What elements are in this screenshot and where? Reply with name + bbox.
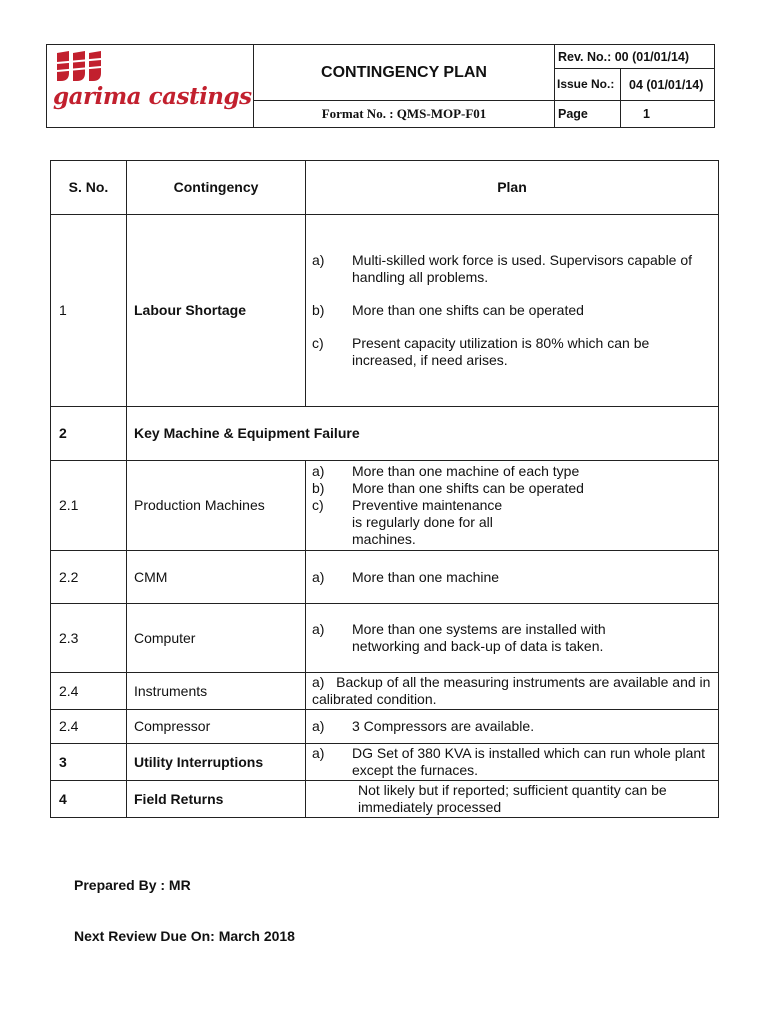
row-contingency: Production Machines	[127, 461, 306, 551]
row-sno: 2.4	[51, 673, 127, 710]
row-sno: 2.2	[51, 551, 127, 604]
table-row	[51, 744, 719, 781]
plan-item: b) More than one shifts can be operated	[312, 302, 584, 318]
row-sno: 2	[51, 407, 127, 461]
company-name: garima castings	[53, 83, 252, 110]
castings-logo-icon	[55, 49, 107, 83]
plan-item: a) DG Set of 380 KVA is installed which can run whole plant except the furnaces.	[312, 745, 706, 778]
row-sno: 2.4	[51, 710, 127, 744]
company-logo	[47, 45, 254, 128]
plan-item: a) Multi-skilled work force is used. Supervisors capable of handling all problems.	[312, 252, 693, 285]
column-header-plan: Plan	[306, 161, 719, 215]
page-title: CONTINGENCY PLAN	[254, 45, 555, 101]
row-plan	[306, 744, 719, 781]
plan-item: c) Present capacity utilization is 80% which can be increased, if need arises.	[312, 335, 650, 368]
row-plan	[306, 461, 719, 551]
row-plan	[306, 781, 719, 818]
row-contingency: Computer	[127, 604, 306, 673]
plan-item: a) 3 Compressors are available.	[312, 718, 535, 734]
table-row	[51, 604, 719, 673]
format-number: Format No. : QMS-MOP-F01	[254, 101, 555, 128]
issue-number: 04 (01/01/14)	[621, 69, 715, 101]
row-contingency: Instruments	[127, 673, 306, 710]
contingency-table	[50, 160, 719, 818]
plan-item: Not likely but if reported; sufficient quantity can be immediately processed	[358, 782, 667, 815]
row-contingency: Utility Interruptions	[127, 744, 306, 781]
row-sno: 1	[51, 215, 127, 407]
issue-label: Issue No.:	[555, 69, 621, 101]
table-row	[51, 710, 719, 744]
table-row	[51, 551, 719, 604]
row-sno: 3	[51, 744, 127, 781]
row-sno: 2.3	[51, 604, 127, 673]
revision-number: Rev. No.: 00 (01/01/14)	[555, 45, 715, 69]
row-contingency: Field Returns	[127, 781, 306, 818]
plan-item: a) More than one machine	[312, 568, 500, 585]
page-label: Page	[555, 101, 621, 128]
row-sno: 4	[51, 781, 127, 818]
row-contingency: Key Machine & Equipment Failure	[127, 407, 719, 461]
next-review-date: Next Review Due On: March 2018	[74, 928, 295, 944]
table-row	[51, 407, 719, 461]
row-plan	[306, 673, 719, 710]
plan-item: c) Preventive maintenance is regularly done for all machines.	[312, 497, 503, 547]
row-plan	[306, 604, 719, 673]
row-plan	[306, 551, 719, 604]
column-header-contingency: Contingency	[127, 161, 306, 215]
row-sno: 2.1	[51, 461, 127, 551]
page-number: 1	[621, 101, 715, 128]
row-contingency: Labour Shortage	[127, 215, 306, 407]
table-row	[51, 215, 719, 407]
row-contingency: Compressor	[127, 710, 306, 744]
document-header	[46, 44, 715, 128]
row-plan	[306, 710, 719, 744]
row-contingency: CMM	[127, 551, 306, 604]
plan-item: a) More than one systems are installed with networking and back-up of data is taken.	[312, 621, 606, 654]
plan-item: a) More than one machine of each type	[312, 463, 580, 479]
table-row	[51, 781, 719, 818]
column-header-sno: S. No.	[51, 161, 127, 215]
row-plan	[306, 215, 719, 407]
prepared-by: Prepared By : MR	[74, 877, 191, 893]
table-header-row	[51, 161, 719, 215]
table-row	[51, 673, 719, 710]
table-row	[51, 461, 719, 551]
plan-item: a) Backup of all the measuring instruments are available and in calibrated condition.	[312, 674, 711, 707]
plan-item: b) More than one shifts can be operated	[312, 480, 584, 496]
